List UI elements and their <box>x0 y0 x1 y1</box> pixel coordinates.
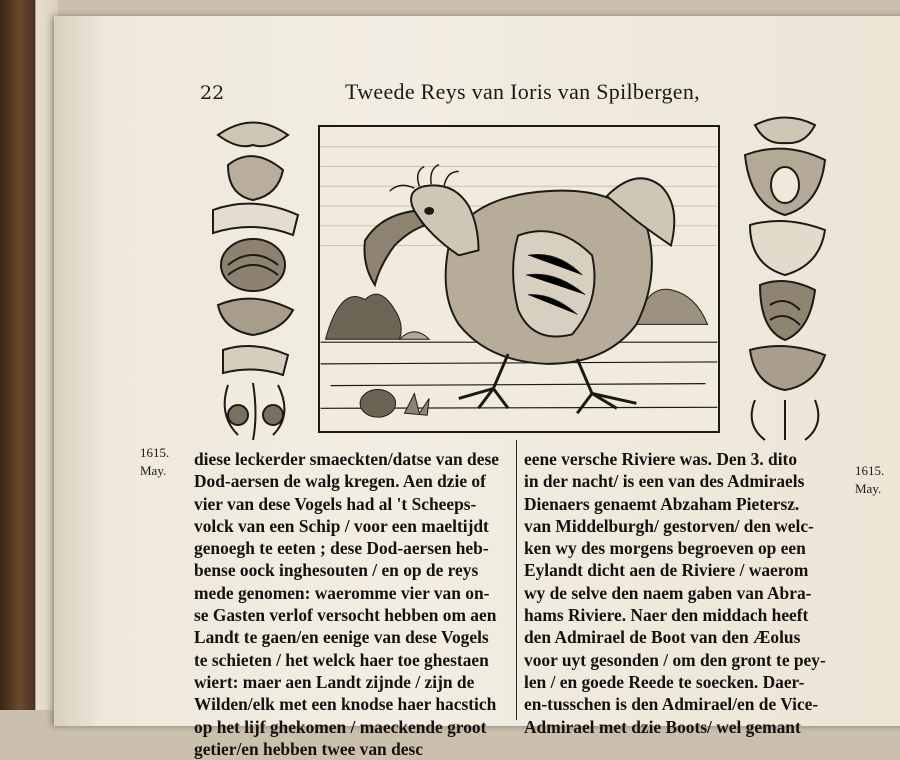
page-number: 22 <box>200 82 225 104</box>
column-divider <box>516 440 517 720</box>
text-line: genoegh te eeten ; dese Dod-aersen heb- <box>194 538 489 559</box>
margin-note-right: 1615. May. <box>855 463 885 496</box>
margin-note-left: 1615. May. <box>140 445 170 478</box>
text-line: hams Riviere. Naer den middach heeft <box>524 605 809 626</box>
text-line: diese leckerder smaeckten/datse van dese <box>194 449 499 469</box>
text-line: op het lijf ghekomen / maeckende groot <box>194 716 487 737</box>
text-line: wy de selve den naem gaben van Abra- <box>524 582 812 603</box>
text-line: getier/en hebben twee van desc <box>194 738 423 759</box>
dodo-woodcut-illustration <box>318 125 720 433</box>
text-line: mede genomen: waeromme vier van on- <box>194 582 490 603</box>
text-line: voor uyt gesonden / om den gront te pey- <box>524 649 826 670</box>
text-line: volck van een Schip / voor een maeltijdt <box>194 515 489 536</box>
text-line: Wilden/elk met een knodse haer hacstich <box>194 694 497 715</box>
text-line: Eylandt dicht aen de Riviere / waerom <box>524 560 809 581</box>
text-line: Dod-aersen de walg kregen. Aen dzie of <box>194 471 486 492</box>
ornament-left <box>198 115 308 445</box>
floral-ornament-icon <box>730 115 840 445</box>
text-line: den Admirael de Boot van den Æolus <box>524 627 801 648</box>
ornament-right <box>730 115 840 445</box>
text-line: wiert: maer aen Landt zijnde / zijn de <box>194 671 475 692</box>
text-line: in der nacht/ is een van des Admiraels <box>524 471 805 492</box>
book-cover-edge <box>0 0 58 710</box>
text-line: Dienaers genaemt Abzaham Pietersz. <box>524 493 800 514</box>
dodo-bird-icon <box>320 127 718 431</box>
text-line: vier van dese Vogels had al 't Scheeps- <box>194 493 477 514</box>
text-line: eene versche Riviere was. Den 3. dito <box>524 449 798 469</box>
text-line: en-tusschen is den Admirael/en de Vice- <box>524 694 819 715</box>
text-line: se Gasten verlof versocht hebben om aen <box>194 605 497 626</box>
text-line: Admirael met dzie Boots/ wel gemant <box>524 716 801 737</box>
text-line: van Middelburgh/ gestorven/ den welc- <box>524 515 814 536</box>
text-line: len / en goede Reede te soecken. Daer- <box>524 671 805 692</box>
running-head: Tweede Reys van Ioris van Spilbergen, <box>345 79 700 104</box>
text-line: bense oock inghesouten / en op de reys <box>194 560 479 581</box>
text-line: ken wy des morgens begroeven op een <box>524 538 806 559</box>
text-line: Landt te gaen/en eenige van dese Vogels <box>194 627 489 648</box>
text-line: te schieten / het welck haer toe ghestaen <box>194 649 489 670</box>
floral-ornament-icon <box>198 115 308 445</box>
text-column-right <box>524 448 854 738</box>
text-column-left <box>194 448 514 760</box>
